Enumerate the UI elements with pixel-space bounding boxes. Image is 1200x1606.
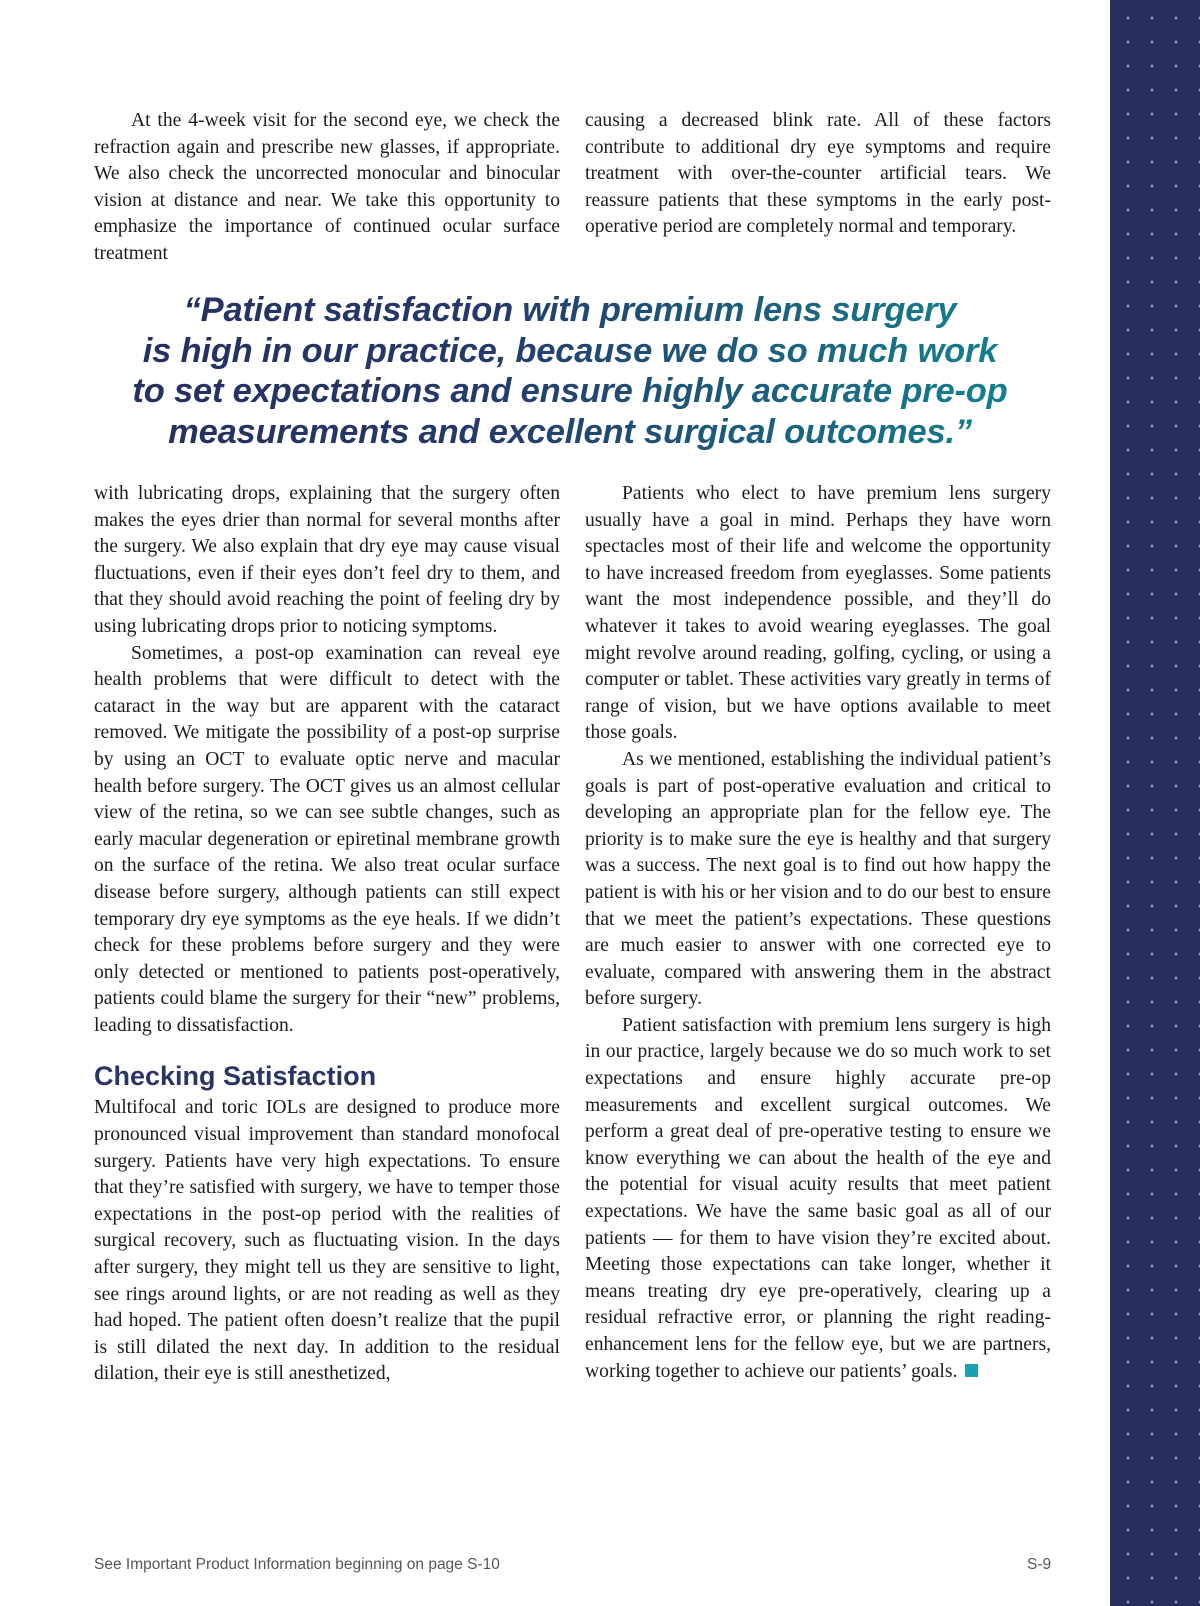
page-number: S-9 bbox=[1027, 1556, 1052, 1573]
top-right-column bbox=[585, 108, 1051, 241]
pull-quote bbox=[110, 290, 1030, 452]
pull-quote-line: is high in our practice, because we do so much work bbox=[142, 331, 998, 370]
pull-quote-line: “Patient satisfaction with premium lens surgery bbox=[183, 291, 957, 329]
pull-quote-line: measurements and excellent surgical outcomes.” bbox=[168, 412, 972, 451]
body-text: Patient satisfaction with premium lens surgery is high in our practice, largely because we do so much work to set expectations and ensure highly accurate pre-op measurements and excellent surgical outcomes. We perform a great deal of pre-operative testing to ensure we know everything we can about the health of the eye and the potential for visual acuity results that meet patient expectations. We have the same basic goal as all of our patients — for them to have vision they’re excited about. Meeting those expectations can take longer, whether it means treating dry eye pre-operatively, clearing up a residual refractive error, or planning the right reading-enhancement lens for the fellow eye, but we are partners, working together to achieve our patients’ goals. bbox=[585, 1014, 1051, 1382]
right-column bbox=[585, 481, 1051, 1385]
section-heading: Checking Satisfaction bbox=[94, 1061, 377, 1092]
pull-quote-line: to set expectations and ensure highly accurate pre-op bbox=[132, 372, 1008, 410]
body-paragraph: causing a decreased blink rate. All of these factors contribute to additional dry eye symptoms and require treatment with over-the-counter artificial tears. We reassure patients that these symptoms in the early post-operative period are completely normal and temporary. bbox=[585, 110, 1051, 238]
decorative-dotted-sidebar bbox=[1110, 0, 1200, 1606]
body-paragraph: Patients who elect to have premium lens surgery usually have a goal in mind. Perhaps they have worn spectacles most of their life and welcome the opportunity to have increased freedom from eyeglasses. Some patients want the most independence possible, and they’ll do whatever it takes to avoid wearing eyeglasses. The goal might revolve around reading, golfing, cycling, or using a computer or tablet. These activities vary greatly in terms of range of vision, but we have options available to meet those goals. bbox=[585, 483, 1051, 744]
top-left-column bbox=[94, 108, 560, 268]
body-paragraph: At the 4-week visit for the second eye, we check the refraction again and prescribe new glasses, if appropriate. We also check the uncorrected monocular and binocular vision at distance and near. We take this opportunity to emphasize the importance of continued ocular surface treatment bbox=[94, 110, 560, 264]
final-paragraph bbox=[585, 1013, 1051, 1385]
end-square-icon bbox=[965, 1364, 978, 1377]
body-paragraph: Multifocal and toric IOLs are designed to produce more pronounced visual improvement than standard monofocal surgery. Patients have very high expectations. To ensure that they’re satisfied with surgery, we have to temper those expectations in the post-op period with the realities of surgical recovery, such as fluctuating vision. In the days after surgery, they might tell us they are sensitive to light, see rings around lights, or are not reading as well as they had hoped. The patient often doesn’t realize that the pupil is still dilated the next day. In addition to the residual dilation, their eye is still anesthetized, bbox=[94, 1097, 560, 1385]
body-paragraph: with lubricating drops, explaining that the surgery often makes the eyes drier than normal for several months after the surgery. We also explain that dry eye may cause visual fluctuations, even if their eyes don’t feel dry to them, and that they should avoid reaching the point of feeling dry by using lubricating drops prior to noticing symptoms. bbox=[94, 483, 560, 637]
footer-note: See Important Product Information beginning on page S-10 bbox=[94, 1556, 500, 1573]
body-paragraph: As we mentioned, establishing the individual patient’s goals is part of post-operative evaluation and critical to developing an appropriate plan for the fellow eye. The priority is to make sure the eye is healthy and that surgery was a success. The next goal is to find out how happy the patient is with his or her vision and to do our best to ensure that we meet the patient’s expectations. These questions are much easier to answer with one corrected eye to evaluate, compared with answering them in the abstract before surgery. bbox=[585, 748, 1051, 1010]
left-column bbox=[94, 481, 560, 1388]
body-paragraph: Sometimes, a post-op examination can reveal eye health problems that were difficult to detect with the cataract in the way but are apparent with the cataract removed. We mitigate the possibility of a post-op surprise by using an OCT to evaluate optic nerve and macular health before surgery. The OCT gives us an almost cellular view of the retina, so we can see subtle changes, such as early macular degeneration or epiretinal membrane growth on the surface of the retina. We also treat ocular surface disease before surgery, although patients can still expect temporary dry eye symptoms as the eye heals. If we didn’t check for these problems before surgery and they were only detected or mentioned to patients post-operatively, patients could blame the surgery for their “new” problems, leading to dissatisfaction. bbox=[94, 642, 560, 1036]
